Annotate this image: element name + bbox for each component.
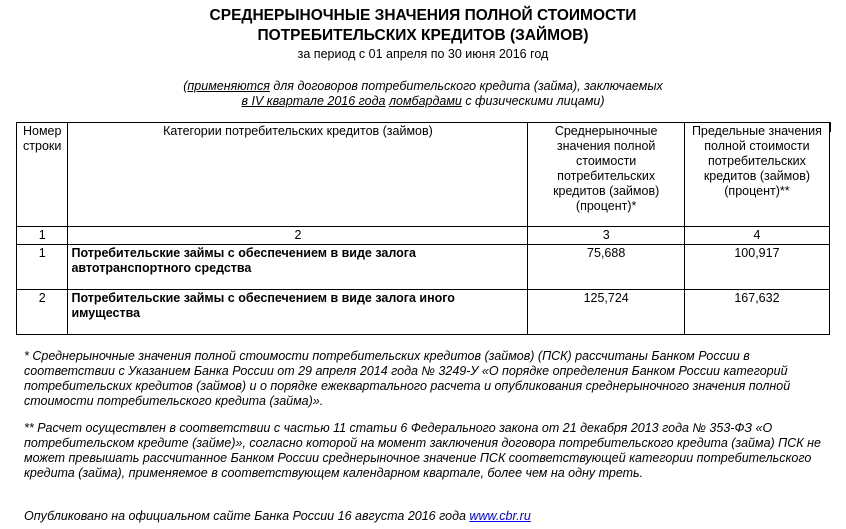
note-text-2: с физическими лицами) xyxy=(461,94,605,108)
header-average-psk: Среднерыночные значения полной стоимости потребительских кредитов (займов) (процент)* xyxy=(528,123,684,227)
note-text-1: для договоров потребительского кредита (займа), заключаемых xyxy=(269,79,663,93)
period-subtitle: за период с 01 апреля по 30 июня 2016 год xyxy=(297,47,549,61)
column-number: 3 xyxy=(528,227,684,245)
applicability-note xyxy=(0,79,846,109)
psk-table xyxy=(16,122,830,335)
column-number: 4 xyxy=(684,227,829,245)
table-header-row xyxy=(17,123,830,227)
column-number-row xyxy=(17,227,830,245)
table-row xyxy=(17,290,830,335)
note-underlined-pawnshops: ломбардами xyxy=(388,94,462,108)
title-line-2: ПОТРЕБИТЕЛЬСКИХ КРЕДИТОВ (ЗАЙМОВ) xyxy=(257,27,589,44)
note-open-paren: ( xyxy=(183,79,188,93)
title-line-1: СРЕДНЕРЫНОЧНЫЕ ЗНАЧЕНИЯ ПОЛНОЙ СТОИМОСТИ xyxy=(209,7,637,24)
published-note xyxy=(24,509,830,524)
published-text: Опубликовано на официальном сайте Банка России 16 августа 2016 года xyxy=(24,509,470,523)
cbr-link[interactable]: www.cbr.ru xyxy=(469,509,531,523)
header-row-number: Номер строки xyxy=(17,123,68,227)
page-edge-mark xyxy=(830,122,831,132)
footnote-average-psk: * Среднерыночные значения полной стоимости потребительских кредитов (займов) (ПСК) рассчитаны Банком России в соответствии с Указанием Банка России от 29 апреля 2014 года № 3249-У «О порядке определения Банком России категорий потребительских кредитов (займов) и о порядке ежеквартального расчета и опубликования среднерыночного значения полной стоимости потребительского кредита (займа)». xyxy=(24,349,791,408)
footnote-max-psk: ** Расчет осуществлен в соответствии с частью 11 статьи 6 Федерального закона от 21 декабря 2013 года № 353-ФЗ «О потребительском кредите (займе)», согласно которой на момент заключения договора потребительского кредита (займа) ПСК не может превышать рассчитанное Банком России среднерыночное значение ПСК соответствующей категории потребительского кредита (займа), применяемое в соответствующем календарном квартале, более чем на одну треть. xyxy=(24,421,821,480)
row-number: 2 xyxy=(17,290,68,335)
row-number: 1 xyxy=(17,245,68,290)
row-category: Потребительские займы с обеспечением в виде залога иного имущества xyxy=(68,290,528,335)
header-category: Категории потребительских кредитов (займов) xyxy=(68,123,528,227)
column-number: 1 xyxy=(17,227,68,245)
column-number: 2 xyxy=(68,227,528,245)
row-max-psk: 167,632 xyxy=(684,290,829,335)
row-category: Потребительские займы с обеспечением в виде залога автотранспортного средства xyxy=(68,245,528,290)
note-underlined-quarter: в IV квартале 2016 года xyxy=(241,94,386,108)
row-max-psk: 100,917 xyxy=(684,245,829,290)
note-underlined-applies: применяются xyxy=(187,79,270,93)
header-max-psk: Предельные значения полной стоимости потребительских кредитов (займов) (процент)** xyxy=(684,123,829,227)
row-average-psk: 75,688 xyxy=(528,245,684,290)
row-average-psk: 125,724 xyxy=(528,290,684,335)
table-row xyxy=(17,245,830,290)
page-title xyxy=(0,6,846,46)
